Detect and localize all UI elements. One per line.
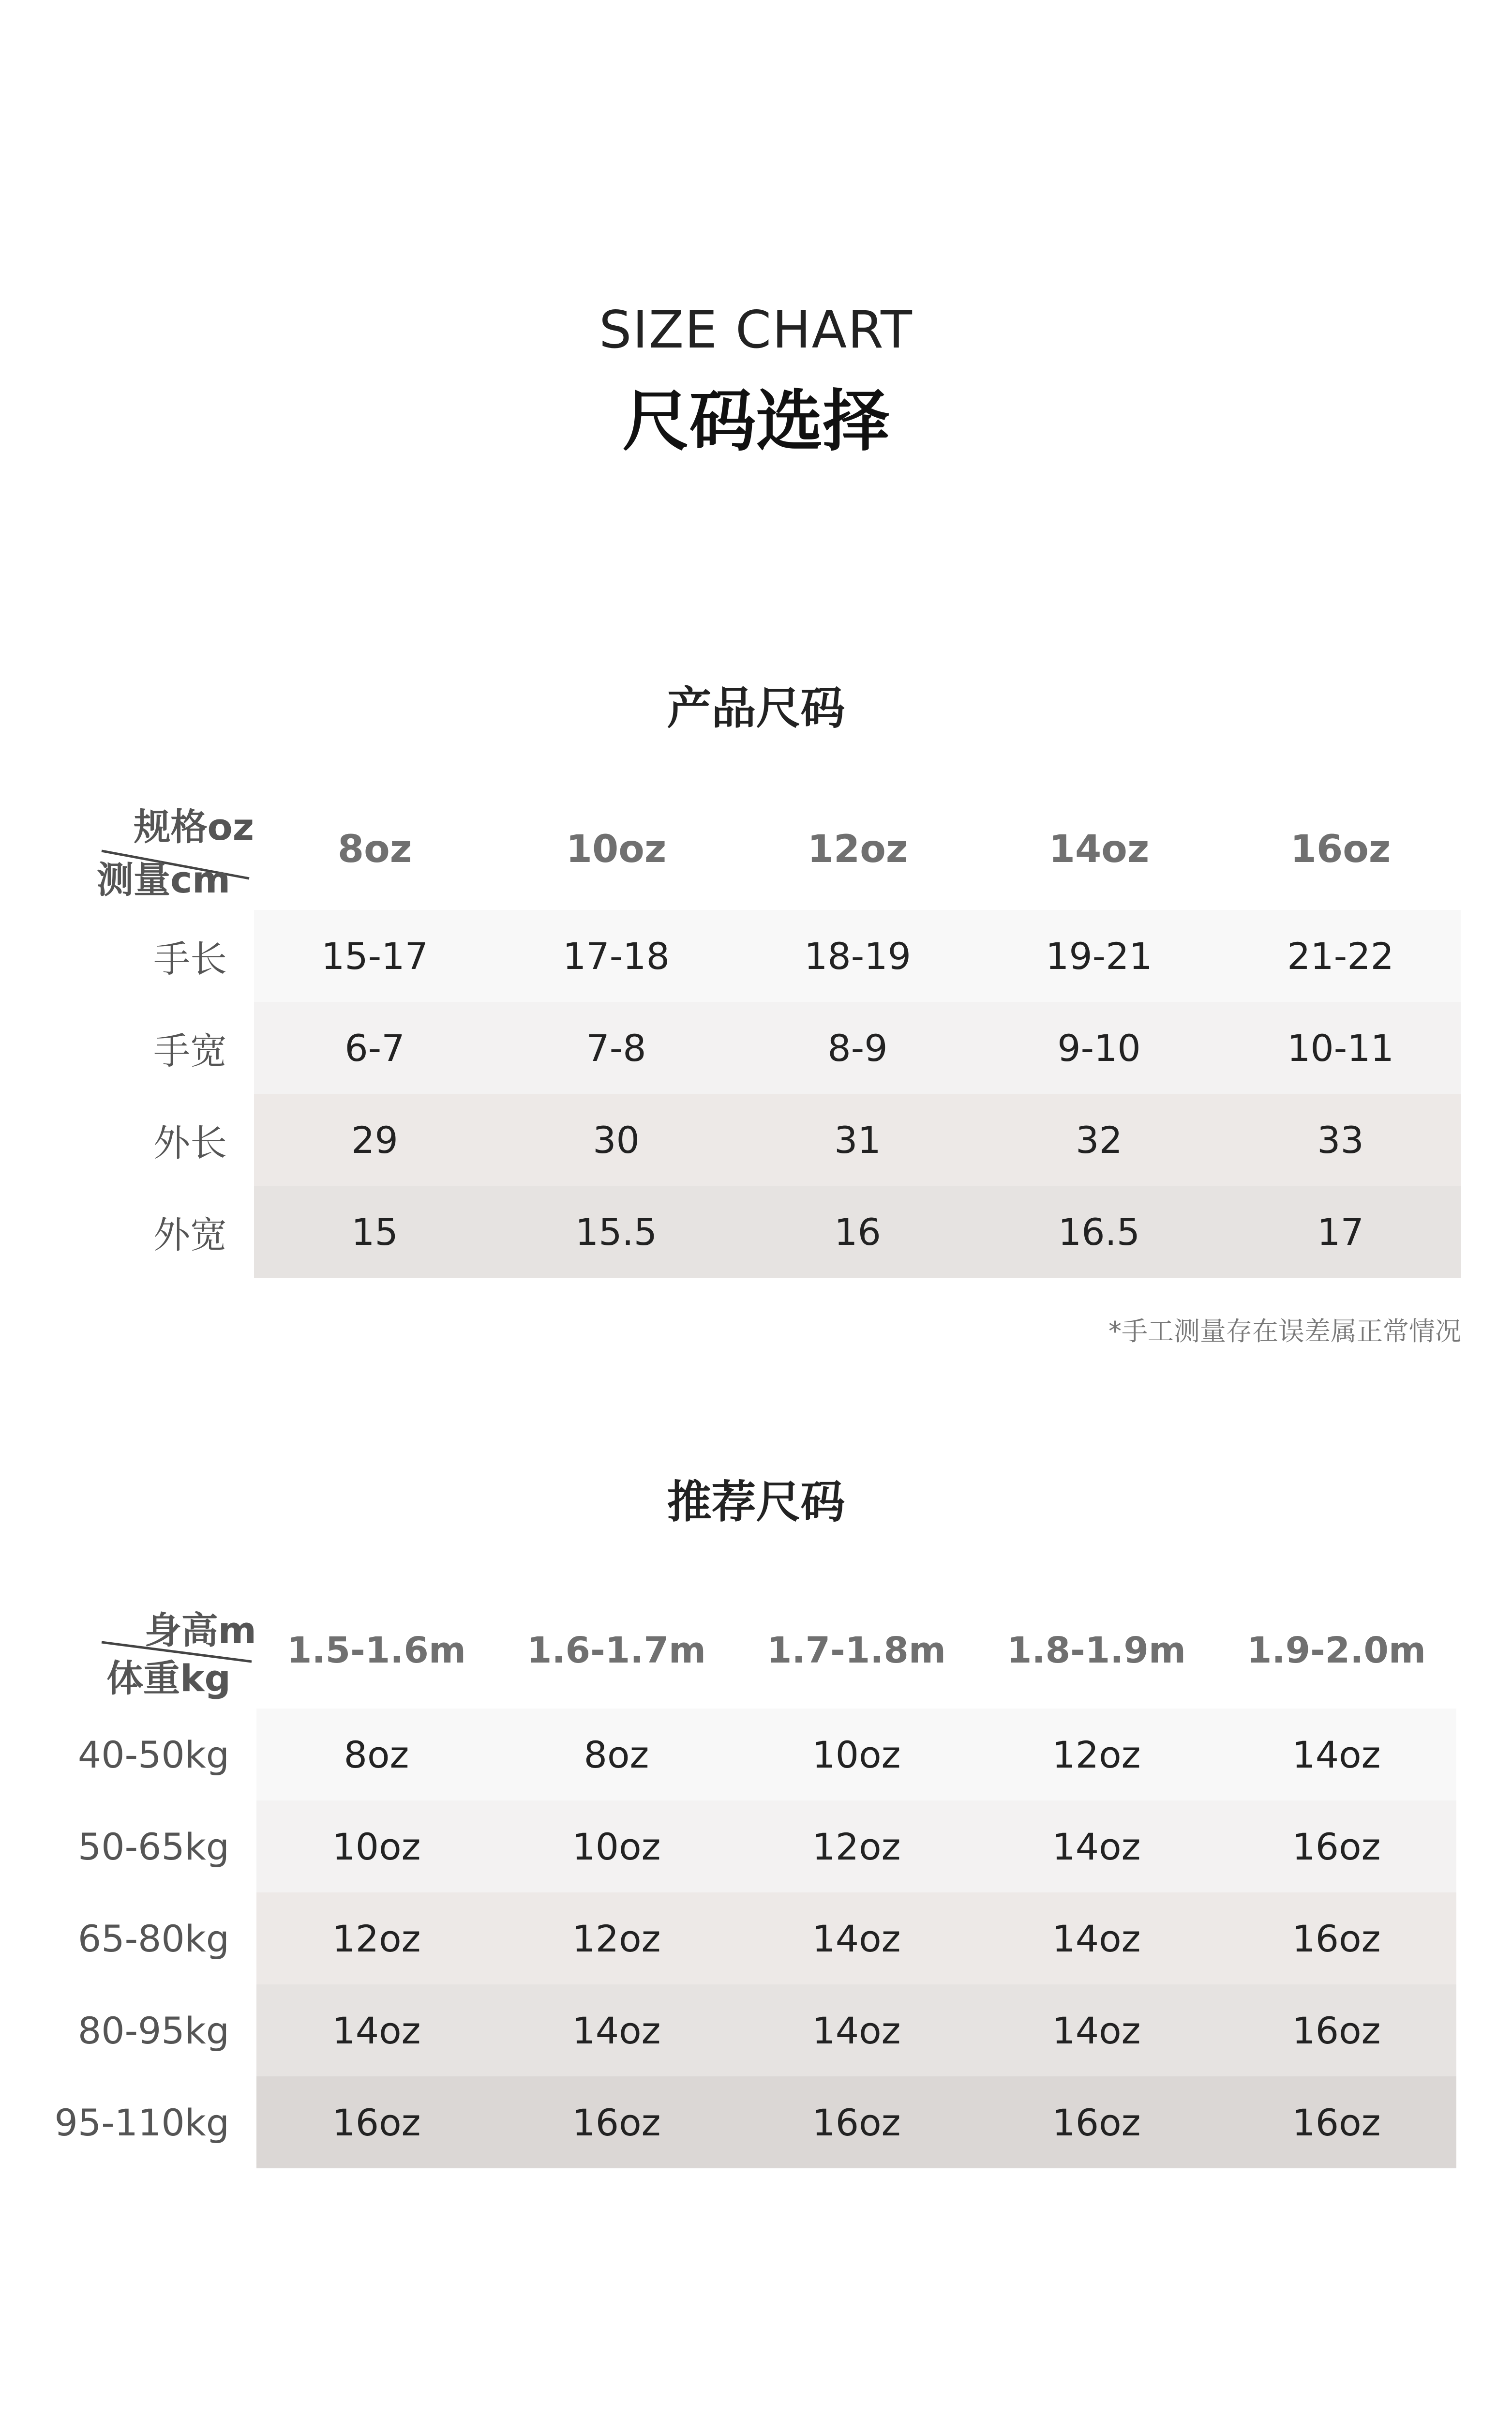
- table-cell: 10oz: [256, 1800, 496, 1892]
- table-cell: 15.5: [495, 1186, 737, 1278]
- table-cell: 19-21: [978, 910, 1220, 1002]
- table-cell: 32: [978, 1094, 1220, 1186]
- column-header: 1.6-1.7m: [527, 1630, 706, 1671]
- table-cell: 17: [1220, 1186, 1461, 1278]
- table-row: [92, 1002, 1461, 1094]
- table-cell: 16oz: [256, 2076, 496, 2168]
- table-cell: 16oz: [1216, 1984, 1456, 2076]
- column-header: 1.9-2.0m: [1247, 1630, 1426, 1671]
- table-cell: 21-22: [1220, 910, 1461, 1002]
- row-label: 外长: [153, 1121, 227, 1165]
- table-cell: 10-11: [1220, 1002, 1461, 1094]
- table-cell: 16oz: [1216, 1892, 1456, 1984]
- corner-bottom-label: 体重kg: [106, 1657, 231, 1700]
- table-cell: 14oz: [976, 1892, 1216, 1984]
- table-corner-header: [48, 1592, 256, 1709]
- title-chinese: 尺码选择: [622, 382, 890, 460]
- table-cell: 33: [1220, 1094, 1461, 1186]
- table-row: [48, 2076, 1456, 2168]
- table-cell: 8-9: [737, 1002, 978, 1094]
- column-header: 1.8-1.9m: [1007, 1630, 1186, 1671]
- product-size-title: 产品尺码: [667, 682, 845, 734]
- corner-bottom-label: 测量cm: [97, 858, 231, 901]
- table-cell: 17-18: [495, 910, 737, 1002]
- table-cell: 8oz: [256, 1709, 496, 1800]
- table-cell: 12oz: [496, 1892, 736, 1984]
- table-cell: 30: [495, 1094, 737, 1186]
- table-cell: 14oz: [256, 1984, 496, 2076]
- table-cell: 9-10: [978, 1002, 1220, 1094]
- table-row: [48, 1709, 1456, 1800]
- table-cell: 8oz: [496, 1709, 736, 1800]
- table-cell: 12oz: [736, 1800, 976, 1892]
- table-cell: 12oz: [256, 1892, 496, 1984]
- row-label: 95-110kg: [54, 2101, 229, 2144]
- row-label: 40-50kg: [77, 1733, 229, 1776]
- table-cell: 16.5: [978, 1186, 1220, 1278]
- table-cell: 15-17: [254, 910, 495, 1002]
- table-cell: 16: [737, 1186, 978, 1278]
- table-cell: 31: [737, 1094, 978, 1186]
- table-cell: 14oz: [1216, 1709, 1456, 1800]
- table-cell: 16oz: [1216, 1800, 1456, 1892]
- column-header: 16oz: [1290, 828, 1391, 871]
- corner-top-label: 身高m: [144, 1609, 256, 1652]
- table-cell: 14oz: [976, 1984, 1216, 2076]
- table-cell: 16oz: [496, 2076, 736, 2168]
- table-cell: 18-19: [737, 910, 978, 1002]
- table-cell: 12oz: [976, 1709, 1216, 1800]
- table-cell: 14oz: [736, 1984, 976, 2076]
- column-header: 1.5-1.6m: [287, 1630, 466, 1671]
- table-row: [92, 1186, 1461, 1278]
- table-cell: 14oz: [976, 1800, 1216, 1892]
- corner-top-label: 规格oz: [134, 805, 254, 848]
- table-row: [92, 910, 1461, 1002]
- row-label: 手长: [153, 937, 227, 981]
- row-label: 50-65kg: [77, 1825, 229, 1868]
- column-header: 12oz: [807, 828, 908, 871]
- column-header: 10oz: [566, 828, 667, 871]
- row-label: 手宽: [153, 1029, 227, 1073]
- table-corner-header: [92, 789, 254, 910]
- row-label: 外宽: [153, 1213, 227, 1256]
- table-cell: 10oz: [496, 1800, 736, 1892]
- recommended-size-table: [48, 1592, 1456, 2168]
- column-header: 1.7-1.8m: [767, 1630, 946, 1671]
- row-label: 80-95kg: [77, 2009, 229, 2052]
- table-cell: 15: [254, 1186, 495, 1278]
- column-header: 8oz: [337, 828, 412, 871]
- table-cell: 16oz: [1216, 2076, 1456, 2168]
- title-english: SIZE CHART: [599, 300, 913, 360]
- table-cell: 16oz: [736, 2076, 976, 2168]
- product-size-table: [92, 789, 1461, 1278]
- table-row: [48, 1892, 1456, 1984]
- measurement-note: *手工测量存在误差属正常情况: [1108, 1316, 1461, 1346]
- column-header: 14oz: [1048, 828, 1150, 871]
- table-cell: 16oz: [976, 2076, 1216, 2168]
- table-cell: 7-8: [495, 1002, 737, 1094]
- table-row: [48, 1984, 1456, 2076]
- recommended-size-title: 推荐尺码: [667, 1476, 845, 1528]
- table-row: [48, 1800, 1456, 1892]
- table-cell: 6-7: [254, 1002, 495, 1094]
- table-cell: 10oz: [736, 1709, 976, 1800]
- table-cell: 14oz: [736, 1892, 976, 1984]
- table-cell: 29: [254, 1094, 495, 1186]
- table-cell: 14oz: [496, 1984, 736, 2076]
- table-row: [92, 1094, 1461, 1186]
- row-label: 65-80kg: [77, 1917, 229, 1960]
